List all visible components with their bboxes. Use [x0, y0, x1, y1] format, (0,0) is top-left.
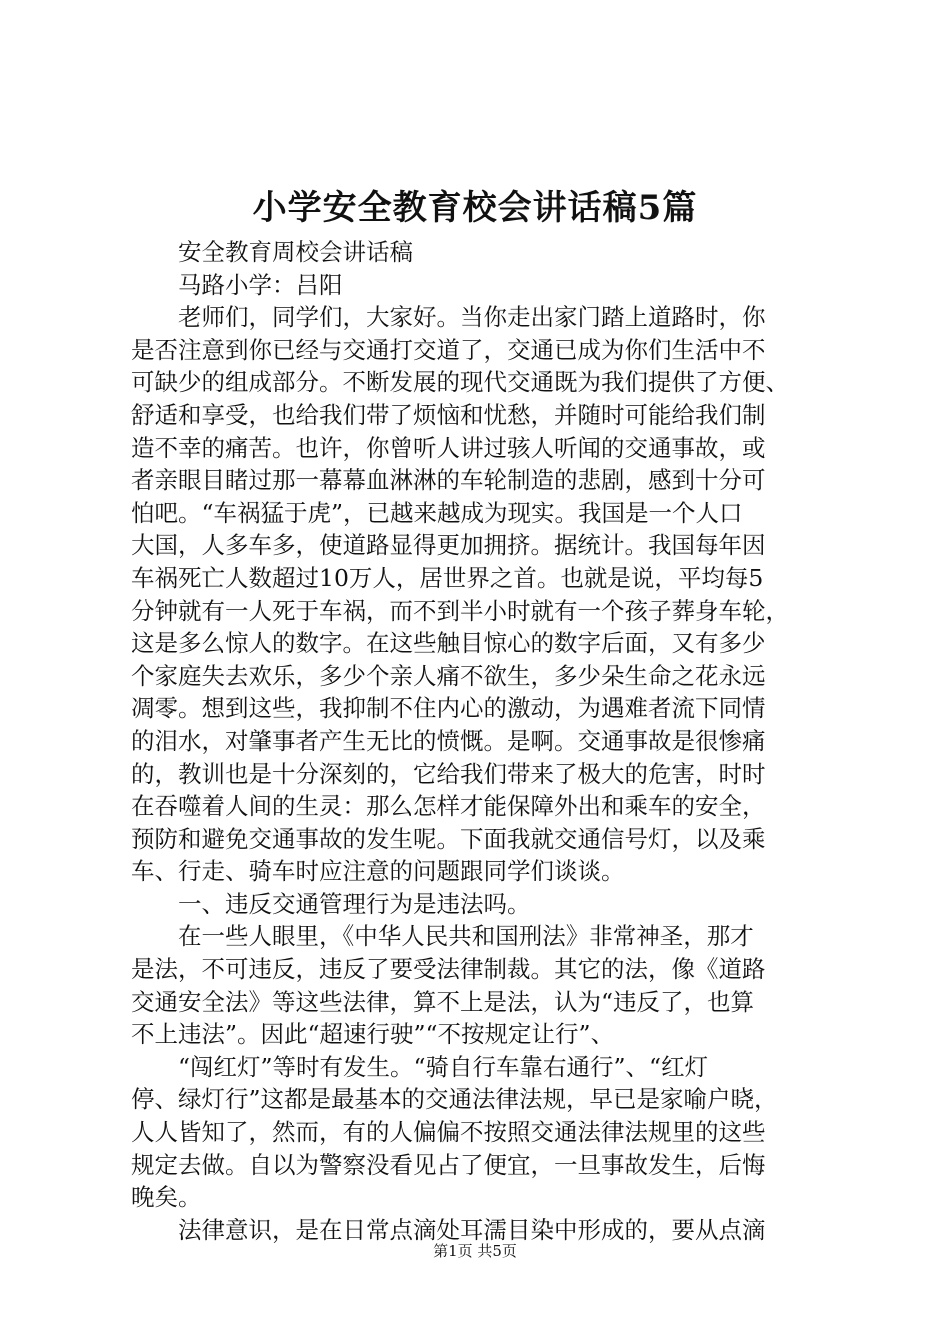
text-line: 马路小学：吕阳 — [178, 270, 343, 299]
text-line: 凋零。想到这些，我抑制不住内心的激动，为遇难者流下同情 — [131, 694, 766, 723]
text-line: 是否注意到你已经与交通打交道了，交通已成为你们生活中不 — [131, 335, 766, 364]
text-line: 分钟就有一人死于车祸，而不到半小时就有一个孩子葬身车轮， — [131, 596, 789, 625]
text-line: 这是多么惊人的数字。在这些触目惊心的数字后面，又有多少 — [131, 629, 766, 658]
document-body — [131, 236, 831, 1246]
text-line: 造不幸的痛苦。也许，你曾听人讲过骇人听闻的交通事故，或 — [131, 433, 766, 462]
text-line: 舒适和享受，也给我们带了烦恼和忧愁，并随时可能给我们制 — [131, 400, 766, 429]
text-line: 人人皆知了，然而，有的人偏偏不按照交通法律法规里的这些 — [131, 1118, 766, 1147]
text-line: 大国，人多车多，使道路显得更加拥挤。据统计。我国每年因 — [131, 531, 766, 560]
text-line: 法律意识，是在日常点滴处耳濡目染中形成的，要从点滴 — [178, 1215, 766, 1244]
text-line: 安全教育周校会讲话稿 — [178, 238, 413, 266]
document-title: 小学安全教育校会讲话稿5篇 — [252, 188, 698, 228]
page-number-footer: 第1页 共5页 — [433, 1242, 517, 1260]
text-line: 是法，不可违反，违反了要受法律制裁。其它的法，像《道路 — [131, 955, 766, 984]
text-line: 在吞噬着人间的生灵：那么怎样才能保障外出和乘车的安全， — [131, 792, 766, 821]
text-line: 交通安全法》等这些法律，算不上是法，认为“违反了，也算 — [131, 987, 755, 1016]
text-line: 晚矣。 — [131, 1183, 202, 1212]
text-line: 不上违法”。因此“超速行驶”“不按规定让行”、 — [131, 1020, 615, 1049]
text-line: 规定去做。自以为警察没看见占了便宜，一旦事故发生，后悔 — [131, 1150, 766, 1179]
text-line: 者亲眼目睹过那一幕幕血淋淋的车轮制造的悲剧，感到十分可 — [131, 466, 766, 495]
text-line: 车、行走、骑车时应注意的问题跟同学们谈谈。 — [131, 857, 625, 886]
text-line: 可缺少的组成部分。不断发展的现代交通既为我们提供了方便、 — [131, 368, 789, 397]
text-line: 的泪水，对肇事者产生无比的愤慨。是啊。交通事故是很惨痛 — [131, 726, 766, 755]
text-line: 车祸死亡人数超过10万人，居世界之首。也就是说，平均每5 — [131, 563, 764, 592]
text-line: 停、绿灯行”这都是最基本的交通法律法规，早已是家喻户晓， — [131, 1085, 778, 1114]
section-heading: 一、违反交通管理行为是违法吗。 — [178, 889, 531, 918]
text-line: 在一些人眼里，《中华人民共和国刑法》非常神圣，那才 — [178, 922, 754, 951]
text-line: 个家庭失去欢乐，多少个亲人痛不欲生，多少朵生命之花永远 — [131, 661, 766, 690]
text-line: 的，教训也是十分深刻的，它给我们带来了极大的危害，时时 — [131, 759, 766, 788]
text-line: 老师们，同学们，大家好。当你走出家门踏上道路时，你 — [178, 303, 766, 332]
text-line: 怕吧。“车祸猛于虎”，已越来越成为现实。我国是一个人口 — [131, 498, 743, 527]
text-line: “闯红灯”等时有发生。“骑自行车靠右通行”、“红灯 — [178, 1052, 709, 1081]
text-line: 预防和避免交通事故的发生呢。下面我就交通信号灯，以及乘 — [131, 824, 766, 853]
